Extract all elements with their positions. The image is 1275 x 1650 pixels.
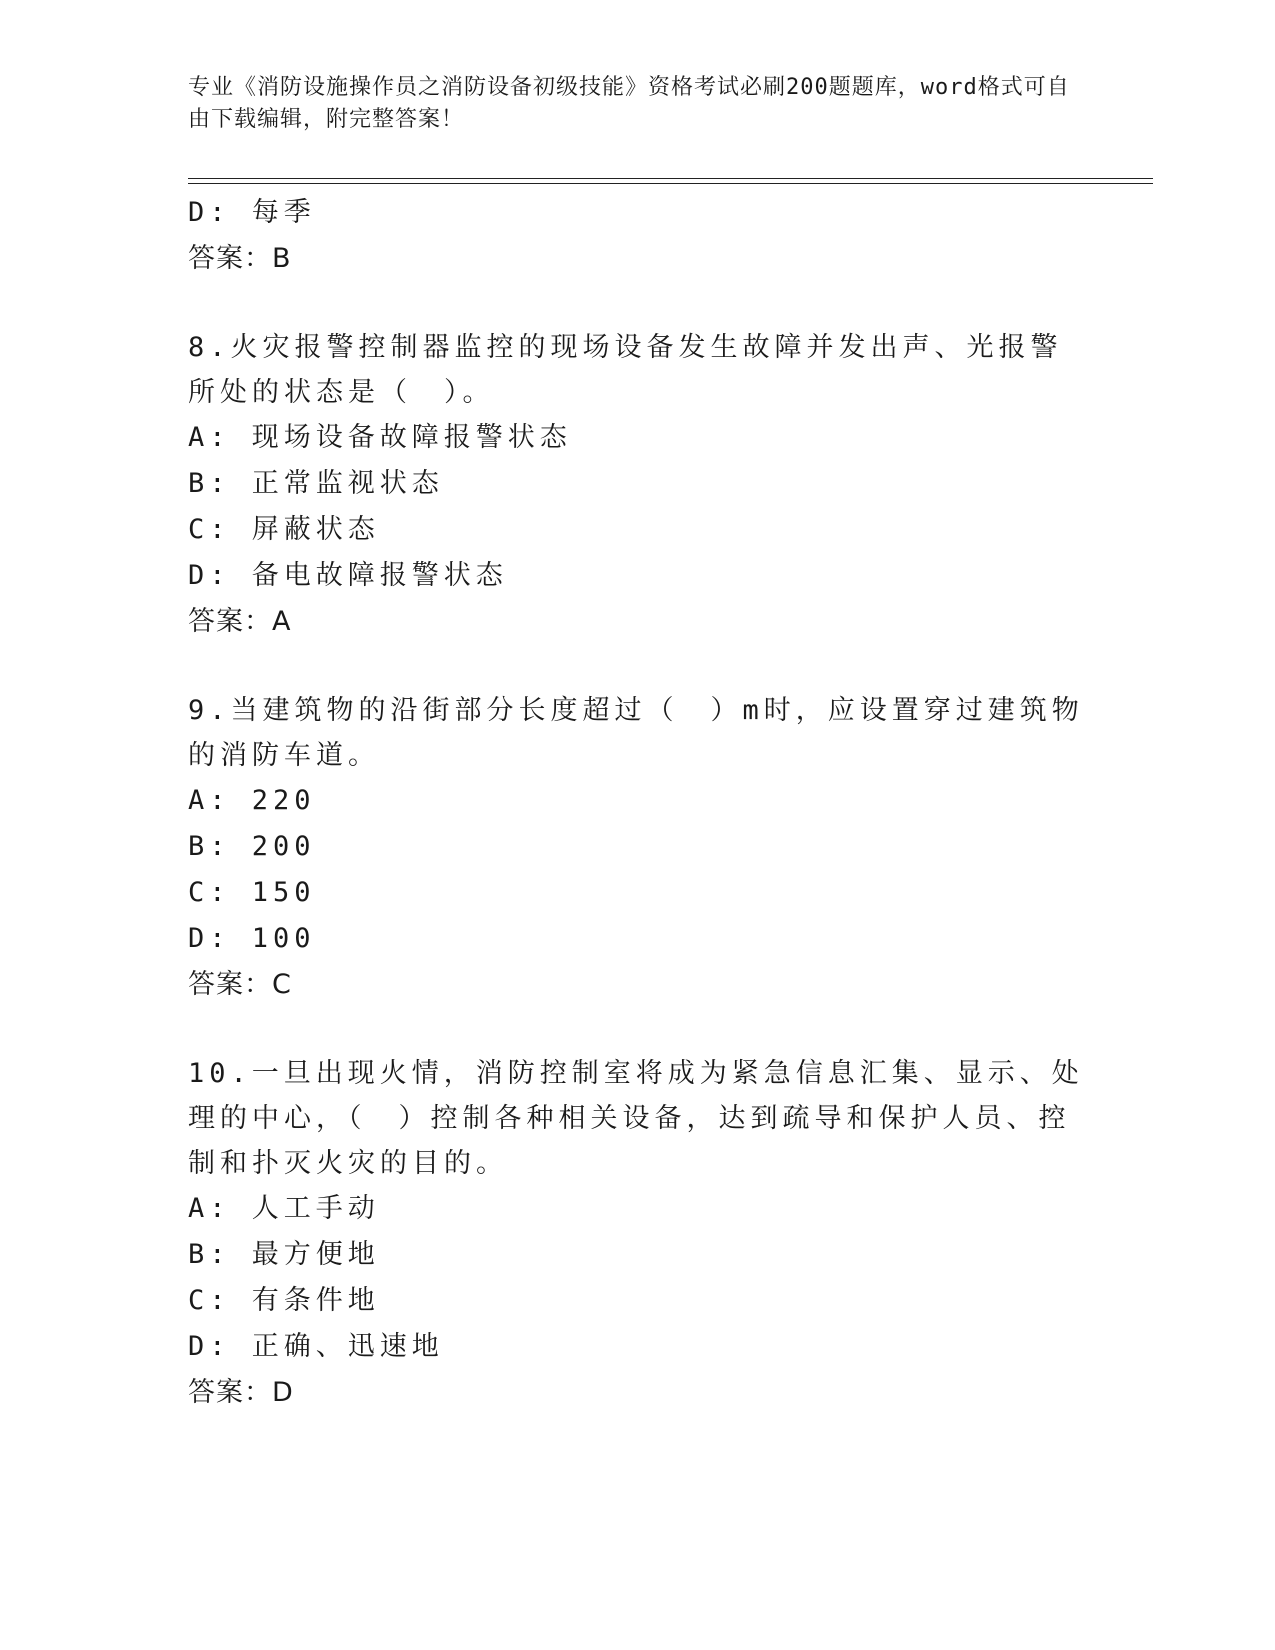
option-b: B: 正常监视状态 [188, 468, 444, 499]
option-c: C: 屏蔽状态 [188, 514, 380, 545]
header-divider-top [188, 178, 1153, 179]
option-d: D: 100 [188, 923, 316, 954]
option-d: D: 正确、迅速地 [188, 1331, 444, 1362]
answer-line: 答案：D [188, 1377, 294, 1408]
header-divider-bottom [188, 183, 1153, 184]
option-d: D: 备电故障报警状态 [188, 560, 508, 591]
question-list [188, 190, 1088, 1459]
option-a: A: 人工手动 [188, 1193, 380, 1224]
question-stem: 9.当建筑物的沿街部分长度超过（ ）m时，应设置穿过建筑物的消防车道。 [188, 695, 1084, 771]
question-block [188, 1051, 1088, 1416]
question-block [188, 688, 1088, 1008]
question-stem: 8.火灾报警控制器监控的现场设备发生故障并发出声、光报警所处的状态是（ ）。 [188, 332, 1063, 408]
option-a: A: 现场设备故障报警状态 [188, 422, 572, 453]
answer-line: 答案：C [188, 969, 292, 1000]
question-block [188, 325, 1088, 645]
question-stem: 10.一旦出现火情，消防控制室将成为紧急信息汇集、显示、处理的中心，（ ）控制各种相关设备，达到疏导和保护人员、控制和扑灭火灾的目的。 [188, 1058, 1084, 1179]
option-a: A: 220 [188, 785, 316, 816]
option-b: B: 最方便地 [188, 1239, 380, 1270]
answer-line: 答案：A [188, 606, 292, 637]
option-b: B: 200 [188, 831, 316, 862]
option-c: C: 有条件地 [188, 1285, 380, 1316]
option-d: D: 每季 [188, 197, 316, 228]
answer-line: 答案：B [188, 243, 292, 274]
document-header: 专业《消防设施操作员之消防设备初级技能》资格考试必刷200题题库，word格式可自由下载编辑，附完整答案！ [188, 75, 1070, 132]
option-c: C: 150 [188, 877, 316, 908]
